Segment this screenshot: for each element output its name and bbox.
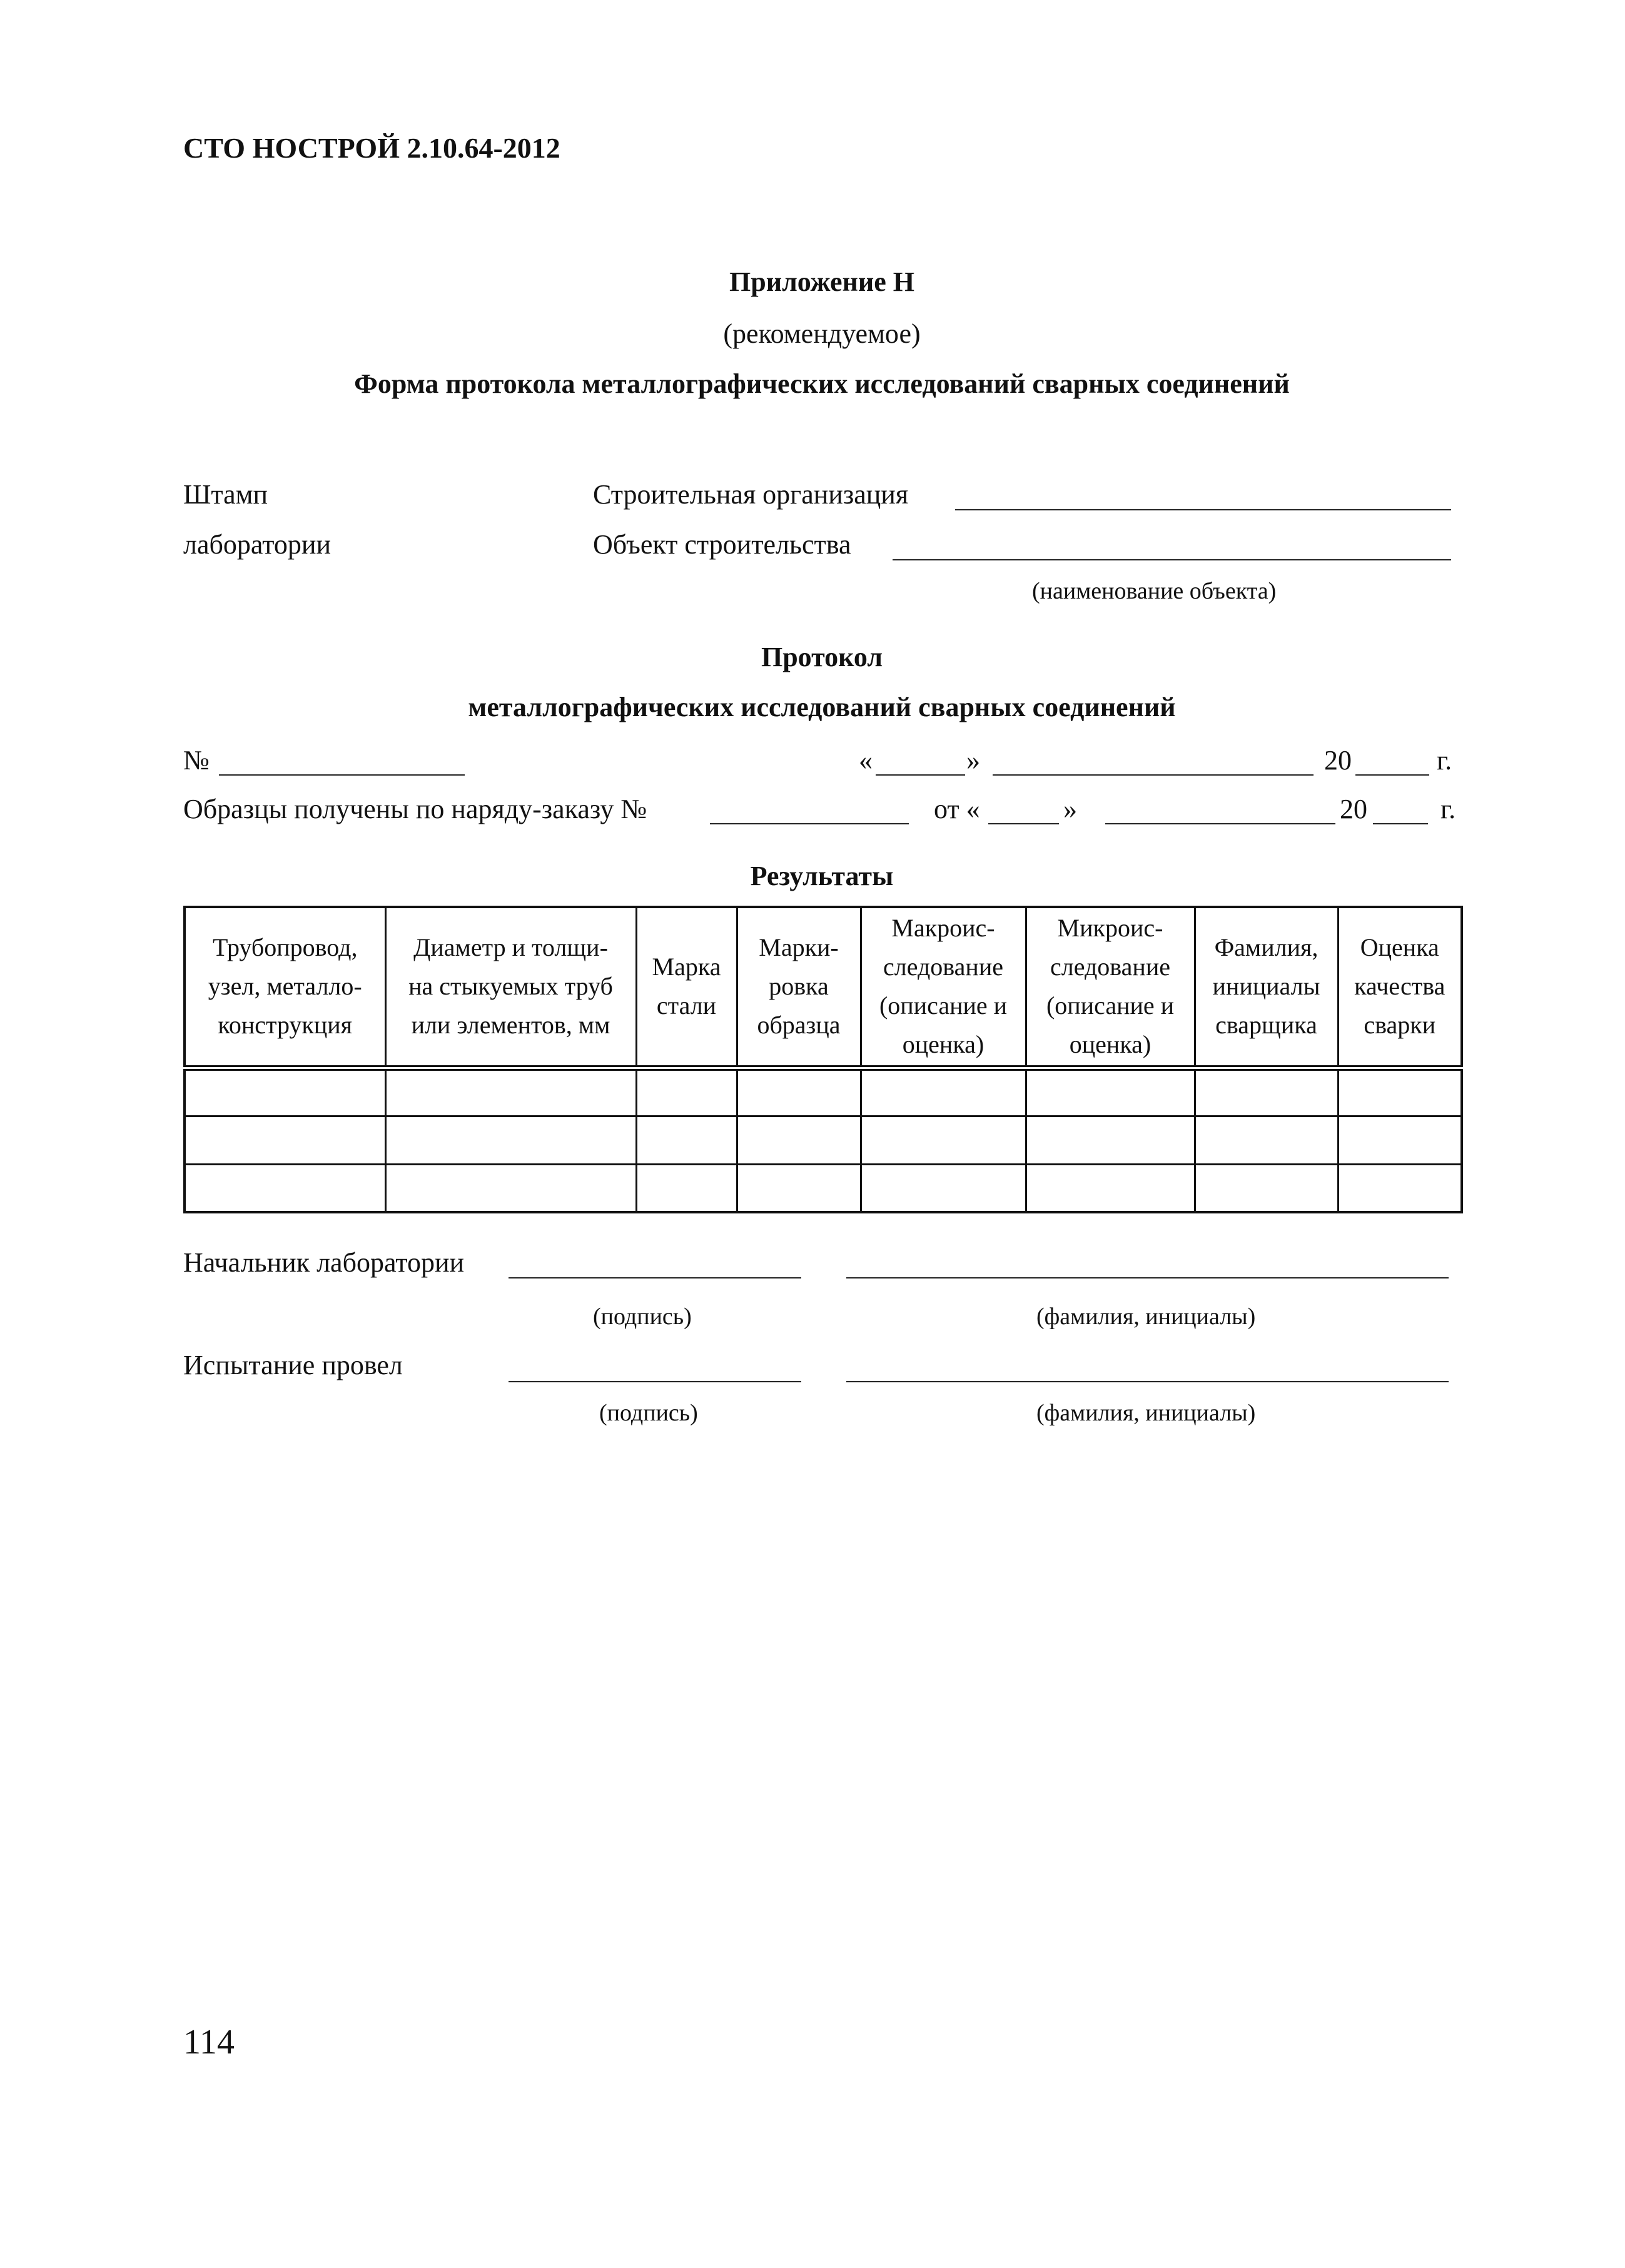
column-header-weld-quality: Оценка качества сварки [1338, 907, 1462, 1068]
order-date-from-label: от « [934, 794, 980, 824]
table-cell[interactable] [1338, 1068, 1462, 1116]
document-code: СТО НОСТРОЙ 2.10.64-2012 [183, 132, 560, 164]
appendix-title: Приложение Н [729, 266, 914, 297]
table-row [185, 1068, 1462, 1116]
table-row [185, 1116, 1462, 1164]
table-cell[interactable] [737, 1116, 861, 1164]
table-cell[interactable] [1026, 1068, 1195, 1116]
tester-label: Испытание провел [183, 1350, 403, 1380]
column-header-macro-study: Макроис- следование (описание и оценка) [861, 907, 1026, 1068]
date-day-line[interactable] [876, 774, 965, 776]
table-cell[interactable] [1026, 1116, 1195, 1164]
order-quote-close: » [1063, 794, 1077, 824]
table-cell[interactable] [185, 1068, 385, 1116]
table-cell[interactable] [1195, 1164, 1338, 1212]
samples-label: Образцы получены по наряду-заказу № [183, 794, 647, 824]
order-month-line[interactable] [1105, 823, 1335, 824]
date-year-suffix: г. [1437, 745, 1452, 776]
table-cell[interactable] [385, 1116, 636, 1164]
object-field-line[interactable] [893, 559, 1451, 560]
form-title: Форма протокола металлографических исследований сварных соединений [354, 368, 1290, 399]
protocol-subtitle: металлографических исследований сварных соединений [468, 692, 1176, 722]
head-signature-line[interactable] [509, 1277, 801, 1278]
table-cell[interactable] [636, 1068, 737, 1116]
page-number: 114 [183, 2023, 235, 2062]
tester-name-line[interactable] [846, 1381, 1449, 1382]
head-signature-caption: (подпись) [593, 1304, 692, 1330]
table-cell[interactable] [185, 1116, 385, 1164]
stamp-label-laboratory: лаборатории [183, 529, 332, 560]
results-title: Результаты [750, 861, 894, 891]
table-cell[interactable] [861, 1068, 1026, 1116]
table-cell[interactable] [1195, 1068, 1338, 1116]
protocol-number-line[interactable] [219, 774, 465, 776]
table-cell[interactable] [861, 1164, 1026, 1212]
head-of-lab-label: Начальник лаборатории [183, 1247, 465, 1278]
tester-signature-line[interactable] [509, 1381, 801, 1382]
tester-signature-caption: (подпись) [599, 1400, 698, 1426]
order-year-suffix: г. [1440, 794, 1456, 824]
table-cell[interactable] [1338, 1116, 1462, 1164]
order-year-prefix: 20 [1340, 794, 1367, 824]
head-name-line[interactable] [846, 1277, 1449, 1278]
table-cell[interactable] [636, 1164, 737, 1212]
table-row [185, 1164, 1462, 1212]
date-quote-close: » [966, 745, 980, 776]
table-cell[interactable] [737, 1164, 861, 1212]
table-cell[interactable] [861, 1116, 1026, 1164]
head-name-caption: (фамилия, инициалы) [1036, 1304, 1256, 1330]
column-header-sample-marking: Марки- ровка образца [737, 907, 861, 1068]
column-header-micro-study: Микроис- следование (описание и оценка) [1026, 907, 1195, 1068]
column-header-welder-name: Фамилия, инициалы сварщика [1195, 907, 1338, 1068]
table-header-row [185, 907, 1462, 1068]
organization-label: Строительная организация [593, 479, 909, 510]
column-header-steel-grade: Марка стали [636, 907, 737, 1068]
organization-field-line[interactable] [955, 509, 1451, 510]
stamp-label: Штамп [183, 479, 268, 510]
column-header-pipeline: Трубопровод, узел, металло- конструкция [185, 907, 385, 1068]
table-cell[interactable] [737, 1068, 861, 1116]
object-label: Объект строительства [593, 529, 851, 560]
number-sign: № [183, 745, 210, 776]
appendix-status: (рекомендуемое) [723, 318, 921, 349]
table-cell[interactable] [1026, 1164, 1195, 1212]
date-month-line[interactable] [993, 774, 1314, 776]
table-cell[interactable] [185, 1164, 385, 1212]
tester-name-caption: (фамилия, инициалы) [1036, 1400, 1256, 1426]
table-cell[interactable] [385, 1068, 636, 1116]
results-table [183, 906, 1463, 1213]
order-number-line[interactable] [710, 823, 909, 824]
table-cell[interactable] [636, 1116, 737, 1164]
table-cell[interactable] [1195, 1116, 1338, 1164]
object-caption: (наименование объекта) [1032, 578, 1277, 604]
date-year-prefix: 20 [1324, 745, 1352, 776]
order-year-line[interactable] [1373, 823, 1428, 824]
date-quote-open: « [859, 745, 873, 776]
protocol-title: Протокол [761, 642, 883, 672]
table-cell[interactable] [1338, 1164, 1462, 1212]
table-cell[interactable] [385, 1164, 636, 1212]
date-year-line[interactable] [1355, 774, 1429, 776]
order-day-line[interactable] [988, 823, 1059, 824]
column-header-diameter-thickness: Диаметр и толщи- на стыкуемых труб или элементов, мм [385, 907, 636, 1068]
